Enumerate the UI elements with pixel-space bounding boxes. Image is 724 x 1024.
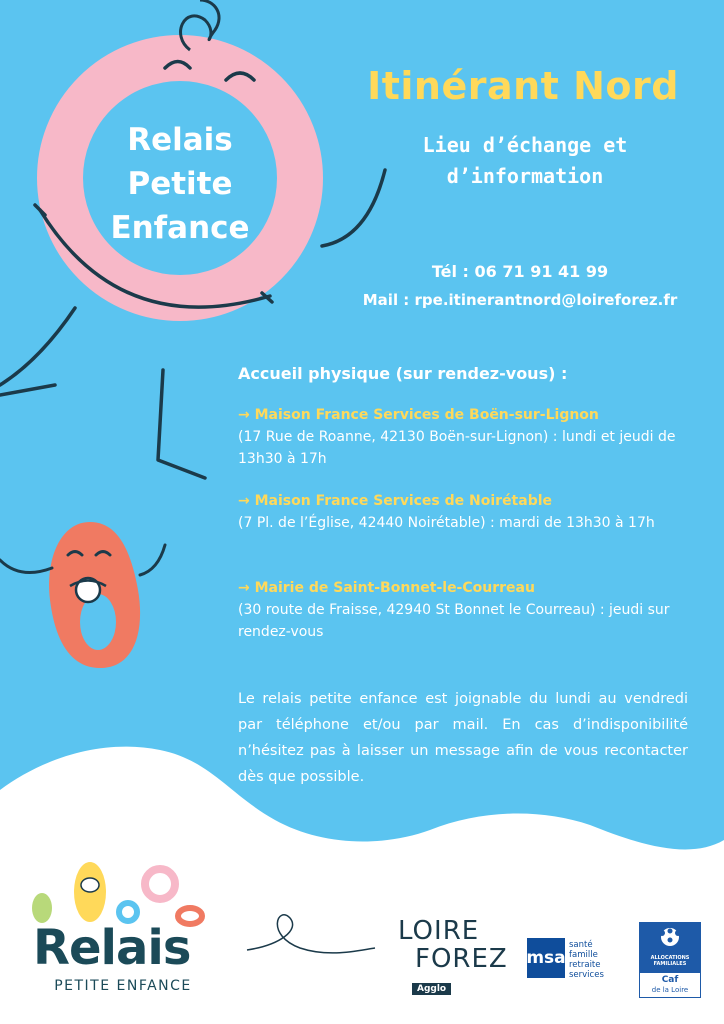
caf-logo bbox=[639, 922, 701, 998]
location-item bbox=[238, 490, 703, 534]
location-item bbox=[238, 404, 703, 470]
subtitle-line-2: d’information bbox=[446, 164, 604, 188]
msa-line: famille bbox=[569, 950, 598, 960]
page-title: Itinérant Nord bbox=[367, 64, 679, 108]
location-name: → Maison France Services de Boën-sur-Lignon bbox=[238, 407, 599, 423]
ring-title-line-1: Relais bbox=[127, 122, 233, 158]
caf-subtitle: de la Loire bbox=[651, 986, 689, 994]
msa-logo-text bbox=[569, 940, 604, 980]
location-item bbox=[238, 577, 703, 643]
msa-line: santé bbox=[569, 940, 593, 950]
location-name: → Maison France Services de Noirétable bbox=[238, 493, 553, 509]
caf-allocations-text: ALLOCATIONS FAMILIALES bbox=[650, 955, 690, 967]
msa-logo: msa bbox=[527, 938, 565, 978]
loire-forez-logo-line-2: FOREZ bbox=[415, 944, 508, 974]
ring-title-line-3: Enfance bbox=[110, 210, 250, 246]
msa-line: retraite bbox=[569, 960, 601, 970]
caf-family-icon bbox=[640, 923, 700, 955]
location-details: (17 Rue de Roanne, 42130 Boën-sur-Lignon) : lundi et jeudi de 13h30 à 17h bbox=[238, 429, 676, 467]
location-name: → Mairie de Saint-Bonnet-le-Courreau bbox=[238, 580, 535, 596]
accueil-heading: Accueil physique (sur rendez-vous) : bbox=[238, 364, 568, 383]
loire-forez-agglo-tag: Agglo bbox=[412, 983, 451, 995]
swirl-line bbox=[247, 915, 375, 953]
caf-logo-top bbox=[640, 923, 700, 973]
phone-number[interactable]: Tél : 06 71 91 41 99 bbox=[431, 262, 609, 281]
relais-logo-subtitle: PETITE ENFANCE bbox=[54, 978, 192, 994]
caf-name: Caf bbox=[661, 975, 679, 985]
ring-title bbox=[95, 118, 265, 250]
msa-line: services bbox=[569, 970, 604, 980]
loire-forez-logo-line-1: LOIRE bbox=[398, 916, 480, 946]
relais-logo-wordmark: Relais bbox=[33, 920, 191, 976]
relais-logo-characters bbox=[32, 862, 202, 924]
ring-title-line-2: Petite bbox=[127, 166, 233, 202]
location-details: (30 route de Fraisse, 42940 St Bonnet le Courreau) : jeudi sur rendez-vous bbox=[238, 602, 670, 640]
info-paragraph: Le relais petite enfance est joignable du lundi au vendredi par téléphone et/ou par mail. En cas d’indisponibilité n’hésitez pas à laisser un message afin de vous recontacter dès que possible. bbox=[238, 691, 688, 785]
email-address[interactable]: Mail : rpe.itinerantnord@loireforez.fr bbox=[362, 291, 678, 309]
location-details: (7 Pl. de l’Église, 42440 Noirétable) : mardi de 13h30 à 17h bbox=[238, 515, 655, 531]
subtitle bbox=[400, 130, 650, 192]
subtitle-line-1: Lieu d’échange et bbox=[422, 133, 628, 157]
